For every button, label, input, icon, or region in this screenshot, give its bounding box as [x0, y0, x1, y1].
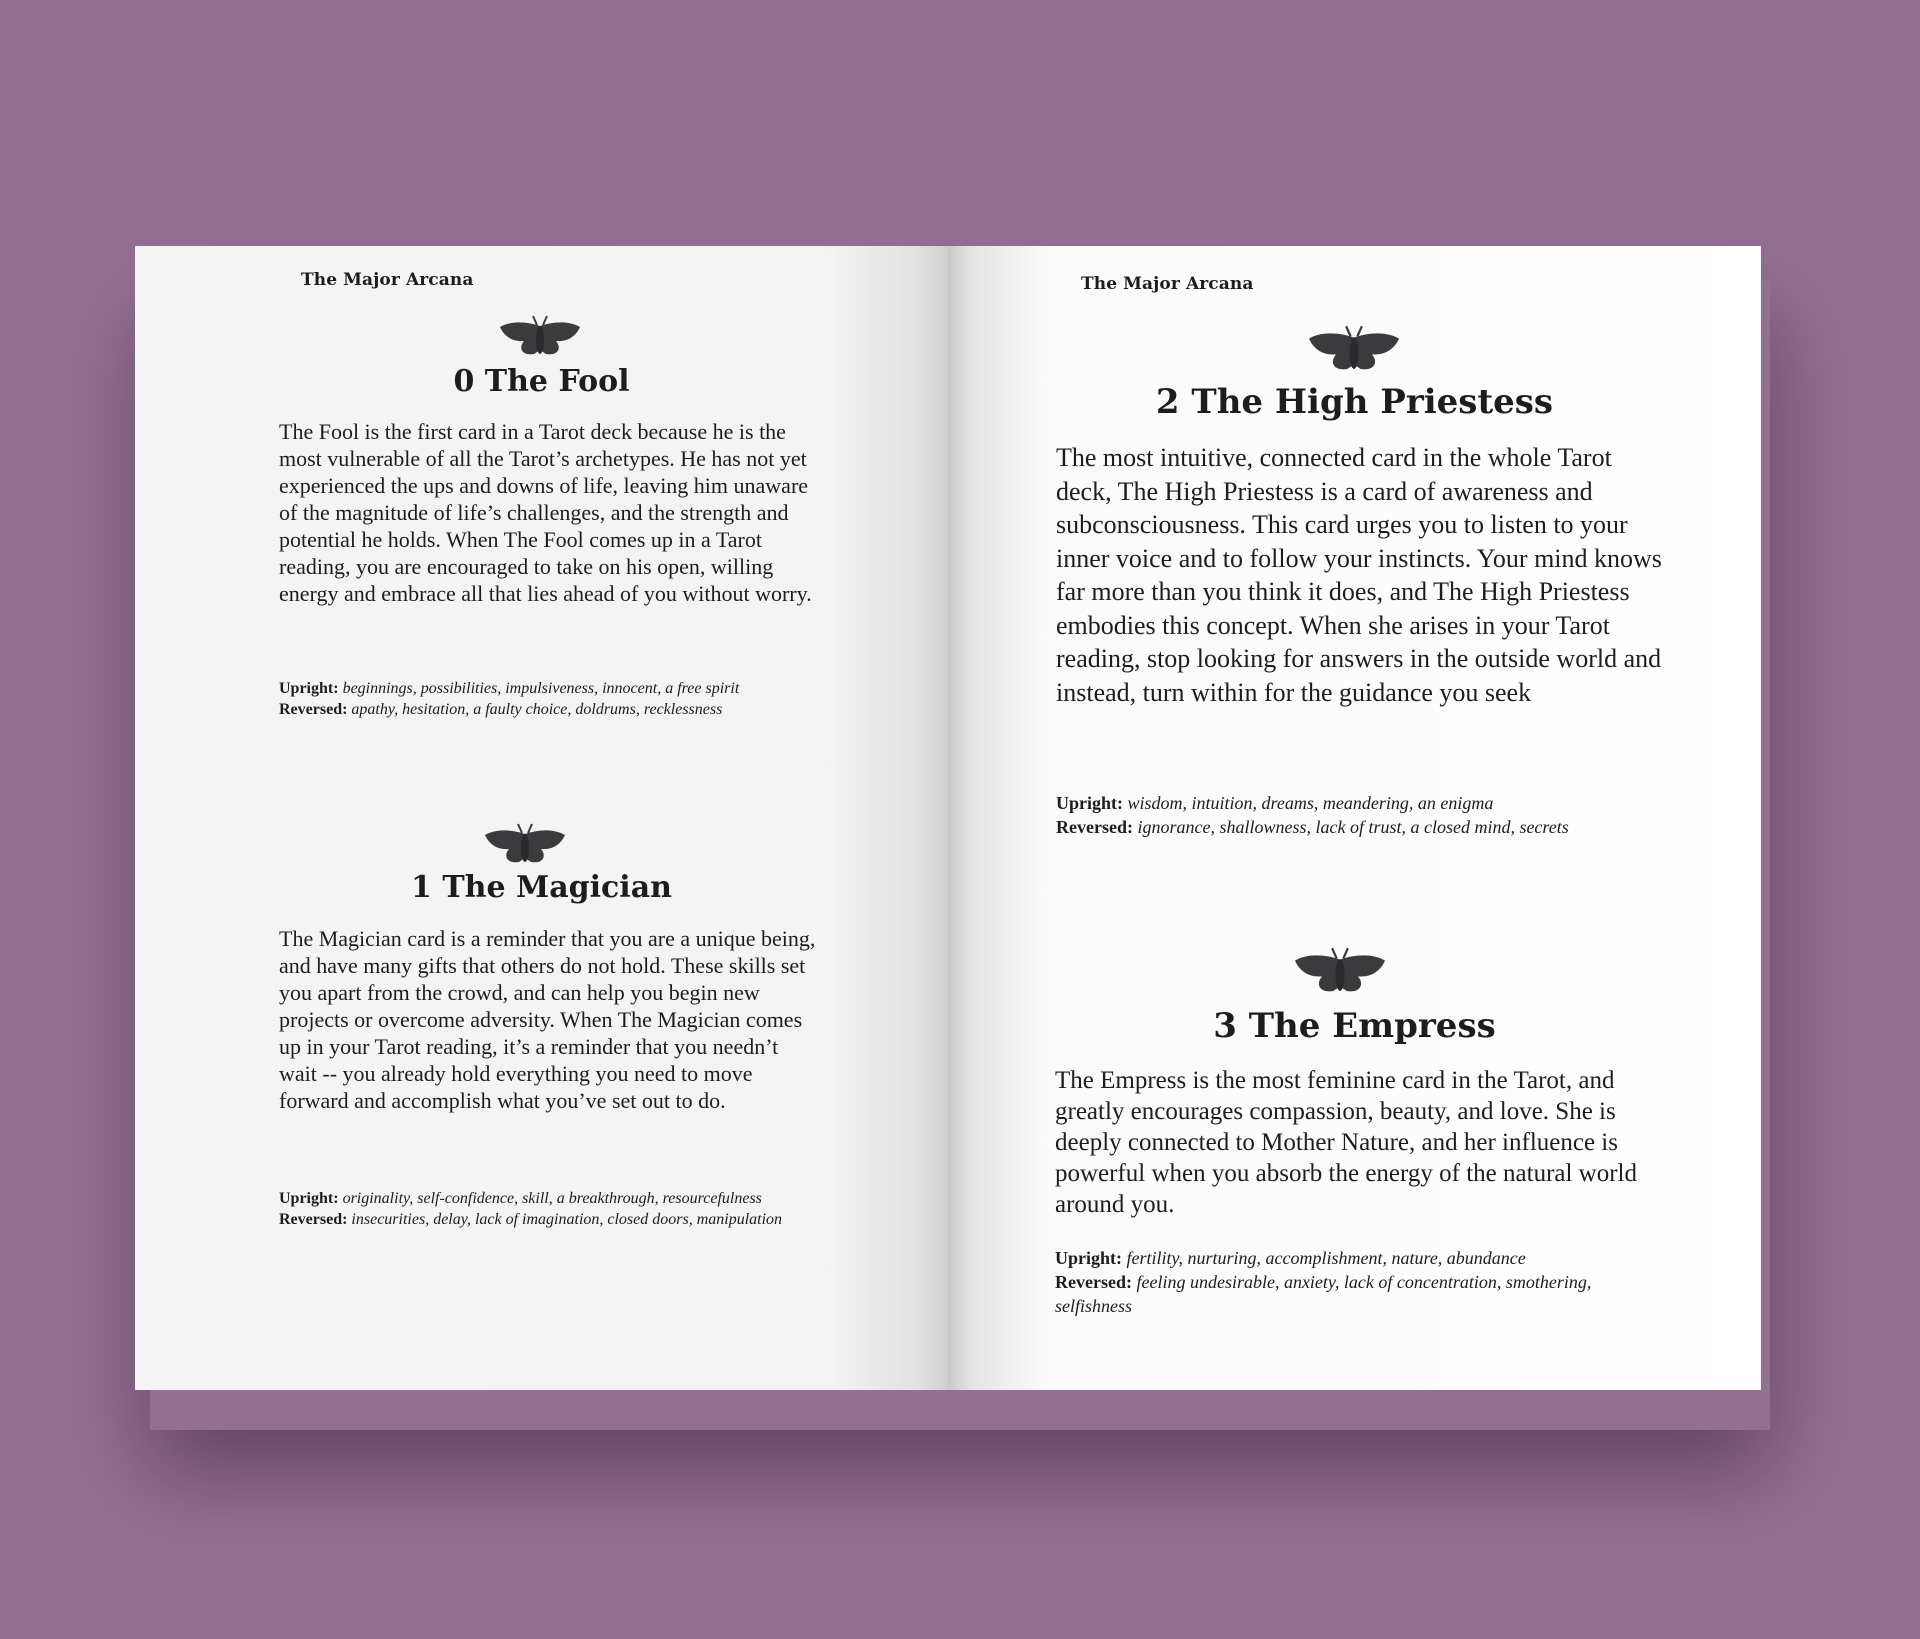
card-meanings [1056, 791, 1676, 839]
reversed-meanings: feeling undesirable, anxiety, lack of concentration, smothering, selfishness [1055, 1272, 1592, 1316]
upright-meanings: fertility, nurturing, accomplishment, nature, abundance [1126, 1248, 1526, 1268]
card-meanings [1055, 1246, 1635, 1318]
running-head: The Major Arcana [301, 270, 474, 290]
reversed-meanings: apathy, hesitation, a faulty choice, doldrums, recklessness [351, 701, 723, 718]
reversed-meanings: insecurities, delay, lack of imagination, closed doors, manipulation [351, 1211, 783, 1228]
card-title: 3 The Empress [1213, 1006, 1496, 1046]
card-description: The Fool is the first card in a Tarot deck because he is the most vulnerable of all the Tarot’s archetypes. He has not yet experienced the ups and downs of life, leaving him unaware of the magnitude of life’s challenges, and the strength and potential he holds. When The Fool comes up in a Tarot reading, you are encouraged to take on his open, willing energy and embrace all that lies ahead of you without worry. [279, 419, 812, 606]
upright-meanings: wisdom, intuition, dreams, meandering, an enigma [1127, 793, 1494, 813]
left-page [135, 246, 948, 1390]
card-meanings [279, 678, 839, 720]
reversed-meanings: ignorance, shallowness, lack of trust, a closed mind, secrets [1137, 817, 1569, 837]
upright-label: Upright: [279, 1190, 339, 1207]
upright-label: Upright: [1055, 1248, 1122, 1268]
moth-icon [1307, 324, 1401, 378]
moth-icon [1293, 946, 1387, 1000]
moth-icon [484, 822, 566, 870]
reversed-label: Reversed: [1056, 817, 1133, 837]
moth-icon [499, 314, 581, 362]
card-meanings [279, 1188, 799, 1230]
upright-label: Upright: [279, 680, 339, 697]
card-title: 2 The High Priestess [1155, 382, 1554, 422]
card-description: The Empress is the most feminine card in the Tarot, and greatly encourages compassion, beauty, and love. She is deeply connected to Mother Nature, and her influence is powerful when you absorb the energy of the natural world around you. [1055, 1067, 1638, 1218]
reversed-label: Reversed: [279, 1211, 348, 1228]
right-page [948, 246, 1761, 1390]
card-title: 1 The Magician [411, 870, 672, 905]
reversed-label: Reversed: [279, 701, 348, 718]
reversed-label: Reversed: [1055, 1272, 1132, 1292]
upright-label: Upright: [1056, 793, 1123, 813]
card-description: The most intuitive, connected card in the whole Tarot deck, The High Priestess is a card of awareness and subconsciousness. This card urges you to listen to your inner voice and to follow your instincts. Your mind knows far more than you think it does, and The High Priestess embodies this concept. When she arises in your Tarot reading, stop looking for answers in the outside world and instead, turn within for the guidance you seek [1056, 443, 1662, 707]
running-head: The Major Arcana [1081, 274, 1254, 294]
upright-meanings: beginnings, possibilities, impulsiveness, innocent, a free spirit [342, 680, 740, 697]
upright-meanings: originality, self-confidence, skill, a breakthrough, resourcefulness [342, 1190, 762, 1207]
card-description: The Magician card is a reminder that you are a unique being, and have many gifts that others do not hold. These skills set you apart from the crowd, and can help you begin new projects or overcome adversity. When The Magician comes up in your Tarot reading, it’s a reminder that you needn’t wait -- you already hold everything you need to move forward and accomplish what you’ve set out to do. [279, 926, 816, 1113]
card-title: 0 The Fool [453, 364, 630, 399]
